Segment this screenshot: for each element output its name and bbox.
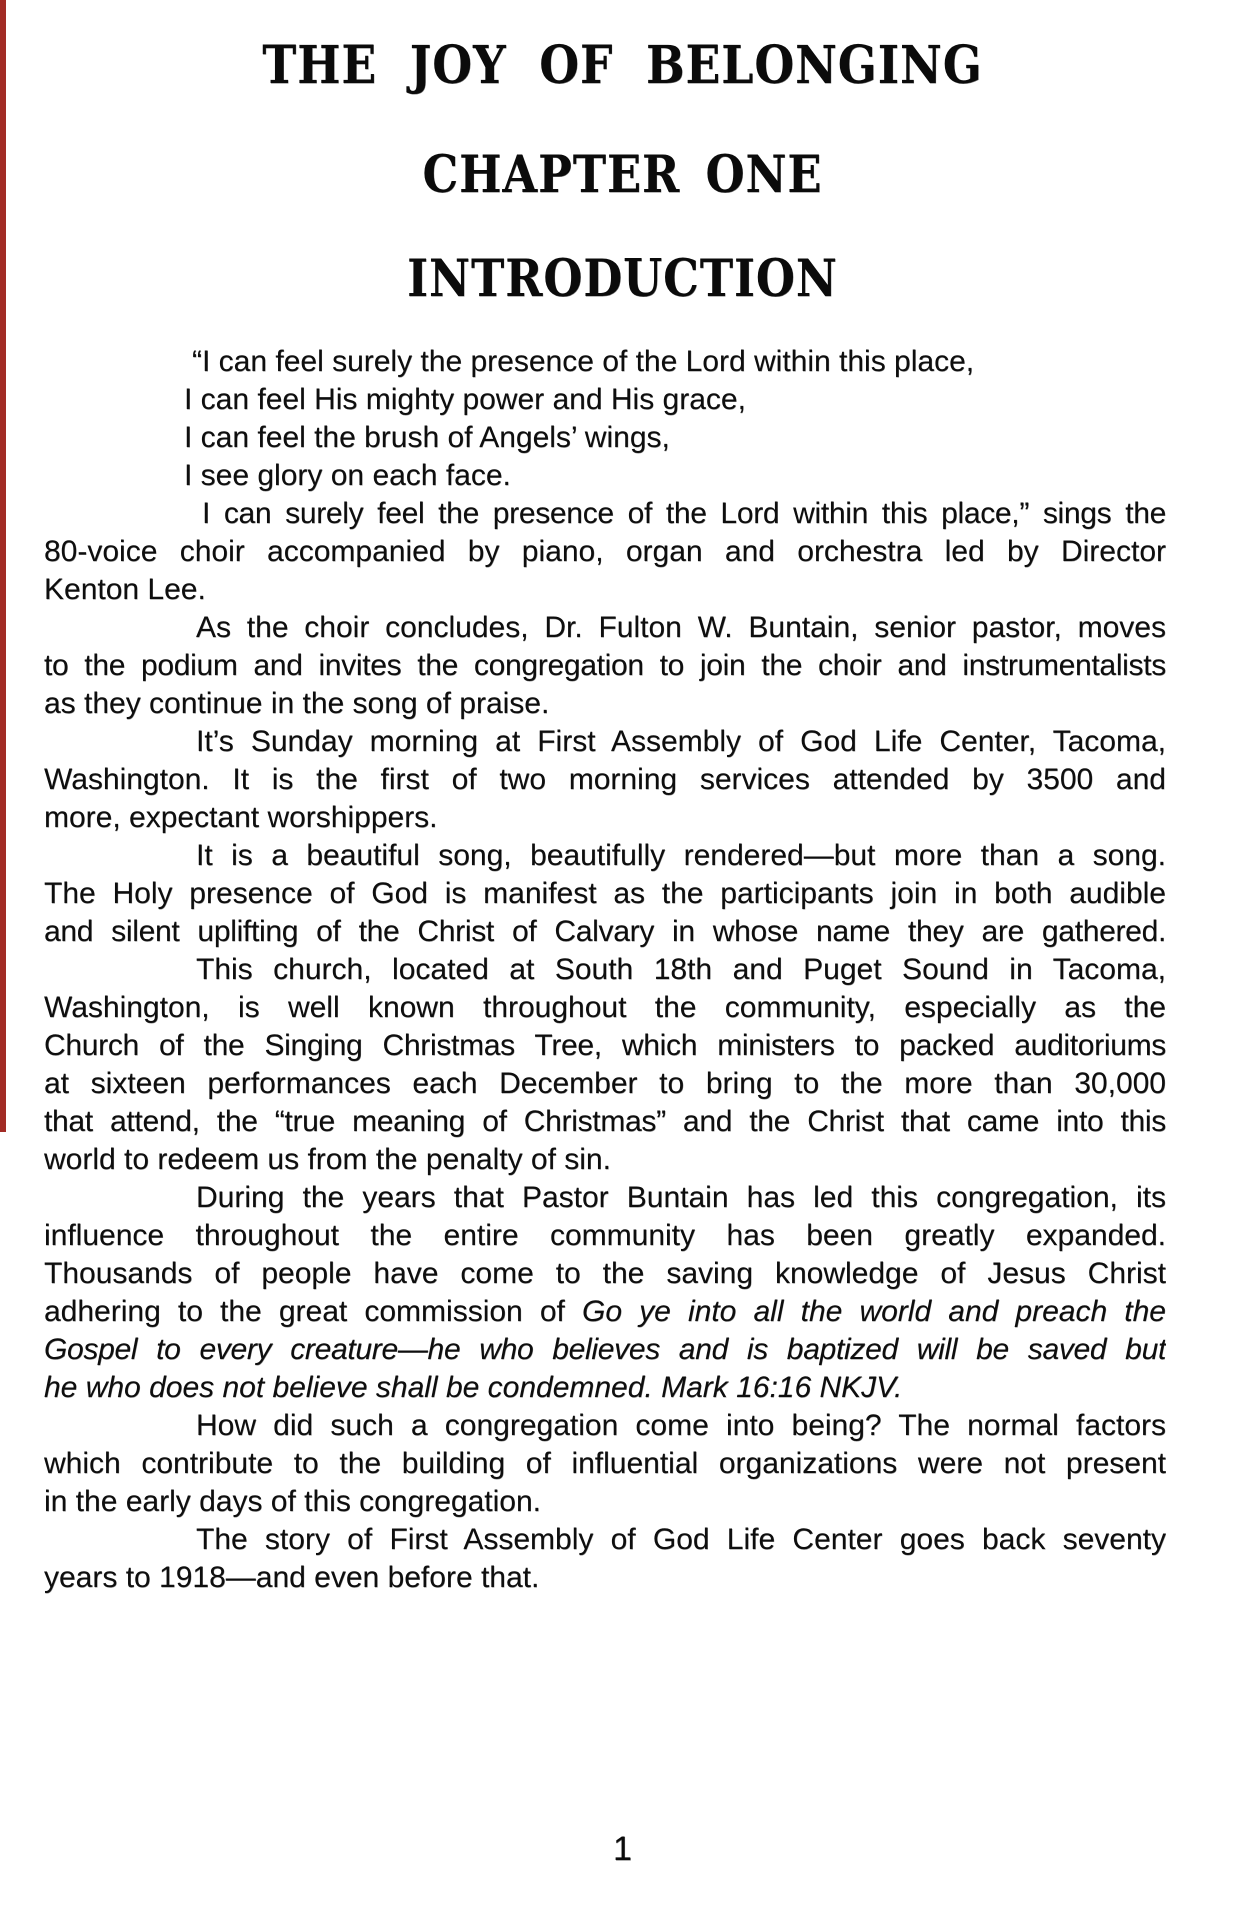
text-line (44, 685, 1166, 723)
body-text-segment: As the choir concludes, Dr. Fulton W. Buntain, senior pastor, moves (196, 611, 1166, 644)
body-text-segment: Thousands of people have come to the saving knowledge of Jesus Christ (44, 1257, 1166, 1290)
text-line (44, 837, 1166, 875)
body-text-segment: It is a beautiful song, beautifully rendered—but more than a song. (196, 839, 1166, 872)
text-line (44, 1103, 1166, 1141)
text-line (44, 1027, 1166, 1065)
body-text-segment: years to 1918—and even before that. (44, 1561, 540, 1594)
text-line (44, 723, 1166, 761)
text-line (44, 951, 1166, 989)
body-text-segment: that attend, the “true meaning of Christmas” and the Christ that came into this (44, 1105, 1166, 1138)
text-line (44, 457, 1166, 495)
text-line (44, 989, 1166, 1027)
scripture-quote-text: Go ye into all the world and preach the (582, 1295, 1166, 1328)
text-line (44, 1255, 1166, 1293)
body-text-segment: influence throughout the entire community has been greatly expanded. (44, 1219, 1166, 1252)
text-line (44, 1369, 1166, 1407)
body-text-segment: I see glory on each face. (184, 459, 511, 492)
scan-edge-artifact (0, 0, 6, 1132)
text-line (44, 381, 1166, 419)
body-text-segment: and silent uplifting of the Christ of Calvary in whose name they are gathered. (44, 915, 1166, 948)
chapter-heading: CHAPTER ONE (422, 145, 823, 205)
body-text-segment: more, expectant worshippers. (44, 801, 438, 834)
text-line (44, 1445, 1166, 1483)
page-number: 1 (613, 1830, 632, 1868)
scripture-quote-text: Gospel to every creature—he who believes and is baptized will be saved but (44, 1333, 1166, 1366)
body-text-segment: I can surely feel the presence of the Lord within this place,” sings the (202, 497, 1166, 530)
text-line (44, 1407, 1166, 1445)
body-text-segment: Kenton Lee. (44, 573, 206, 606)
body-text-segment: The story of First Assembly of God Life Center goes back seventy (196, 1523, 1166, 1556)
body-text-segment: which contribute to the building of influential organizations were not present (44, 1447, 1166, 1480)
body-text-segment: Washington, is well known throughout the community, especially as the (44, 991, 1166, 1024)
body-text-segment: I can feel His mighty power and His grace, (184, 383, 746, 416)
text-line (44, 1141, 1166, 1179)
body-text-segment: to the podium and invites the congregation to join the choir and instrumentalists (44, 649, 1166, 682)
text-line (44, 1331, 1166, 1369)
text-line (44, 609, 1166, 647)
book-title: THE JOY OF BELONGING (262, 35, 983, 96)
body-text-segment: I can feel the brush of Angels’ wings, (184, 421, 670, 454)
text-line (44, 913, 1166, 951)
body-text-segment: Washington. It is the first of two morning services attended by 3500 and (44, 763, 1166, 796)
text-line (44, 1559, 1166, 1597)
text-line (44, 799, 1166, 837)
text-line (44, 1217, 1166, 1255)
body-text-segment: The Holy presence of God is manifest as the participants join in both audible (44, 877, 1166, 910)
text-line (44, 1483, 1166, 1521)
text-line (44, 495, 1166, 533)
text-line (44, 419, 1166, 457)
text-line (44, 1293, 1166, 1331)
text-line (44, 1521, 1166, 1559)
text-line (44, 343, 1166, 381)
text-line (44, 875, 1166, 913)
body-text-segment: It’s Sunday morning at First Assembly of God Life Center, Tacoma, (196, 725, 1166, 758)
body-text-segment: 80-voice choir accompanied by piano, organ and orchestra led by Director (44, 535, 1166, 568)
section-heading: INTRODUCTION (407, 249, 838, 309)
text-line (44, 761, 1166, 799)
body-text (44, 343, 1166, 1597)
text-line (44, 533, 1166, 571)
body-text-segment: world to redeem us from the penalty of sin. (44, 1143, 611, 1176)
body-text-segment: During the years that Pastor Buntain has led this congregation, its (196, 1181, 1166, 1214)
body-text-segment: “I can feel surely the presence of the Lord within this place, (192, 345, 975, 378)
body-text-segment: Church of the Singing Christmas Tree, which ministers to packed auditoriums (44, 1029, 1166, 1062)
body-text-segment: as they continue in the song of praise. (44, 687, 550, 720)
text-line (44, 647, 1166, 685)
body-text-segment: adhering to the great commission of (44, 1295, 583, 1328)
body-text-segment: in the early days of this congregation. (44, 1485, 541, 1518)
scripture-quote-text: he who does not believe shall be condemned. Mark 16:16 NKJV. (44, 1371, 903, 1404)
text-line (44, 571, 1166, 609)
body-text-segment: How did such a congregation come into being? The normal factors (196, 1409, 1166, 1442)
body-text-segment: This church, located at South 18th and Puget Sound in Tacoma, (196, 953, 1166, 986)
text-line (44, 1065, 1166, 1103)
body-text-segment: at sixteen performances each December to bring to the more than 30,000 (44, 1067, 1166, 1100)
text-line (44, 1179, 1166, 1217)
